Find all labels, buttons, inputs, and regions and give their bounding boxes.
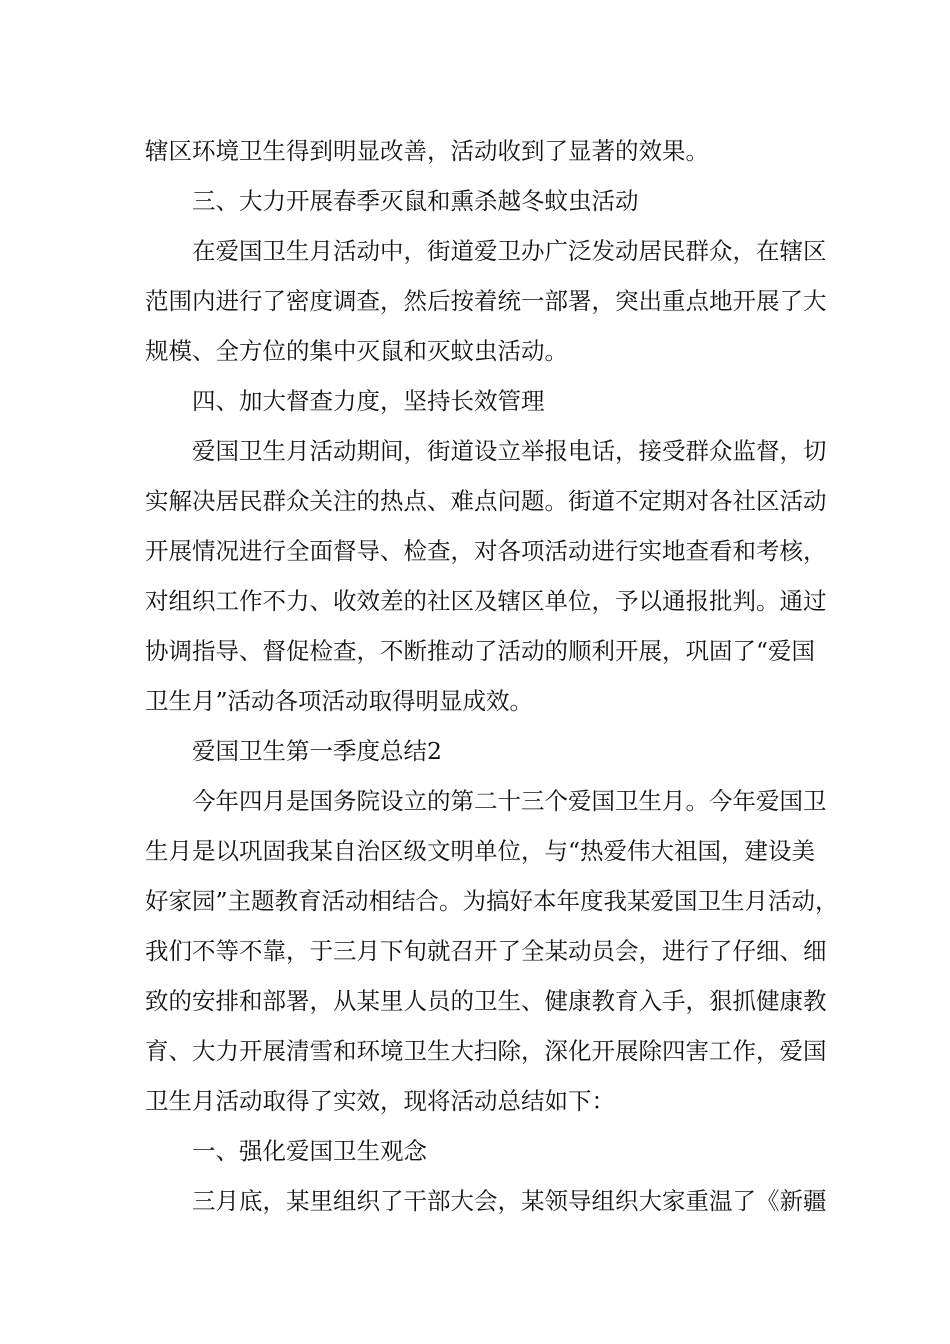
body-text-line: 协调指导、督促检查，不断推动了活动的顺利开展，巩固了“爱国 — [145, 637, 816, 665]
body-text-line: 开展情况进行全面督导、检查，对各项活动进行实地查看和考核， — [145, 537, 827, 565]
body-text-line: 三月底，某里组织了干部大会，某领导组织大家重温了《新疆 — [192, 1187, 827, 1215]
document-title: 爱国卫生第一季度总结2 — [192, 737, 442, 765]
body-text-line: 育、大力开展清雪和环境卫生大扫除，深化开展除四害工作，爱国 — [145, 1037, 827, 1065]
body-text-line: 生月是以巩固我某自治区级文明单位，与“热爱伟大祖国，建设美 — [145, 837, 816, 865]
body-text-line: 爱国卫生月活动期间，街道设立举报电话，接受群众监督，切 — [192, 437, 827, 465]
body-text-line: 范围内进行了密度调查，然后按着统一部署，突出重点地开展了大 — [145, 287, 827, 315]
body-text-line: 我们不等不靠，于三月下旬就召开了全某动员会，进行了仔细、细 — [145, 937, 827, 965]
body-text-line: 卫生月活动取得了实效，现将活动总结如下： — [145, 1087, 615, 1115]
body-text-line: 卫生月”活动各项活动取得明显成效。 — [145, 687, 534, 715]
body-text-line: 在爱国卫生月活动中，街道爱卫办广泛发动居民群众，在辖区 — [192, 237, 827, 265]
body-text-line: 辖区环境卫生得到明显改善，活动收到了显著的效果。 — [145, 137, 709, 165]
section-heading: 一、强化爱国卫生观念 — [192, 1137, 427, 1165]
body-text-line: 好家园”主题教育活动相结合。为搞好本年度我某爱国卫生月活动， — [145, 887, 839, 915]
body-text-line: 致的安排和部署，从某里人员的卫生、健康教育入手，狠抓健康教 — [145, 987, 827, 1015]
body-text-line: 今年四月是国务院设立的第二十三个爱国卫生月。今年爱国卫 — [192, 787, 827, 815]
body-text-line: 实解决居民群众关注的热点、难点问题。街道不定期对各社区活动 — [145, 487, 827, 515]
body-text-line: 规模、全方位的集中灭鼠和灭蚊虫活动。 — [145, 337, 568, 365]
section-heading: 四、加大督查力度，坚持长效管理 — [192, 387, 545, 415]
body-text-line: 对组织工作不力、收效差的社区及辖区单位，予以通报批判。通过 — [145, 587, 827, 615]
section-heading: 三、大力开展春季灭鼠和熏杀越冬蚊虫活动 — [192, 187, 639, 215]
